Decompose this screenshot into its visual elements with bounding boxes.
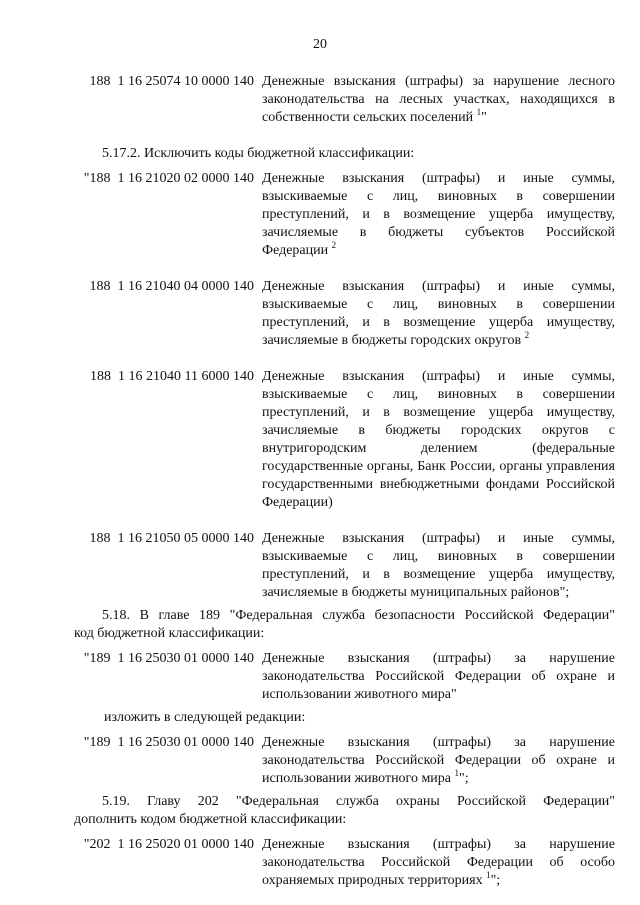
budget-code: 188 1 16 21040 11 6000 140	[90, 369, 254, 384]
classification-entry	[0, 836, 640, 890]
classification-entry	[0, 368, 640, 512]
page-number: 20	[313, 37, 327, 52]
budget-code: "202 1 16 25020 01 0000 140	[83, 837, 254, 852]
document-body	[0, 73, 640, 895]
classification-entry	[0, 73, 640, 127]
entry-description: Денежные взыскания (штрафы) за нарушение лесного законодательства на лесных участках, находящихся в собственности сельских поселений $^1$"	[262, 74, 615, 125]
footnote-marker: 1	[486, 870, 491, 880]
entry-description: Денежные взыскания (штрафы) и иные суммы, взыскиваемые с лиц, виновных в совершении преступлений, и в возмещение ущерба имуществу, зачисляемые в бюджеты муниципальных районов";	[262, 531, 615, 600]
footnote-marker: 1	[454, 768, 460, 778]
paragraph-5-17-2: 5.17.2. Исключить коды бюджетной классификации:	[102, 146, 415, 161]
entry-description: Денежные взыскания (штрафы) и иные суммы, взыскиваемые с лиц, виновных в совершении преступлений, и в возмещение ущерба имуществу, зачисляемые в бюджеты городских округов с внутригородским делением (федеральные государственные органы, Банк России, органы управления государственными внебюджетными фондами Российской Федерации)	[262, 369, 615, 510]
entry-description: Денежные взыскания (штрафы) за нарушение законодательства Российской Федерации об охране и использовании животного мира"	[262, 651, 615, 702]
paragraph-5-19	[0, 793, 640, 829]
budget-code: "188 1 16 21020 02 0000 140	[83, 171, 254, 186]
footnote-marker: 2	[524, 330, 530, 340]
classification-entry	[0, 734, 640, 788]
budget-code: "189 1 16 25030 01 0000 140	[83, 651, 254, 666]
paragraph-line: 5.18. В главе 189 "Федеральная служба безопасности Российской Федерации"	[102, 608, 615, 623]
budget-code: 188 1 16 21050 05 0000 140	[89, 531, 254, 546]
paragraph-new-wording: изложить в следующей редакции:	[104, 710, 306, 725]
budget-code: 188 1 16 21040 04 0000 140	[89, 279, 254, 294]
classification-entry	[0, 530, 640, 602]
budget-code: 188 1 16 25074 10 0000 140	[89, 74, 254, 89]
classification-entry	[0, 650, 640, 704]
entry-description: Денежные взыскания (штрафы) за нарушение законодательства Российской Федерации об особо охраняемых природных территориях $^1$";	[262, 837, 615, 888]
classification-entry	[0, 170, 640, 260]
paragraph-line: дополнить кодом бюджетной классификации:	[74, 812, 347, 827]
budget-code: "189 1 16 25030 01 0000 140	[83, 735, 254, 750]
entry-description: Денежные взыскания (штрафы) и иные суммы, взыскиваемые с лиц, виновных в совершении преступлений, и в возмещение ущерба имуществу, зачисляемые в бюджеты субъектов Российской Федерации $^2$	[262, 171, 615, 258]
entry-description: Денежные взыскания (штрафы) за нарушение законодательства Российской Федерации об охране и использовании животного мира $^1$";	[262, 735, 615, 786]
entry-description: Денежные взыскания (штрафы) и иные суммы, взыскиваемые с лиц, виновных в совершении преступлений, и в возмещение ущерба имуществу, зачисляемые в бюджеты городских округов $^2$	[262, 279, 615, 348]
classification-entry	[0, 278, 640, 350]
paragraph-5-18	[0, 607, 640, 643]
paragraph-line: код бюджетной классификации:	[74, 626, 265, 641]
paragraph-line: 5.19. Главу 202 "Федеральная служба охраны Российской Федерации"	[102, 794, 615, 809]
footnote-marker: 2	[331, 240, 337, 250]
footnote-marker: 1	[476, 107, 482, 117]
